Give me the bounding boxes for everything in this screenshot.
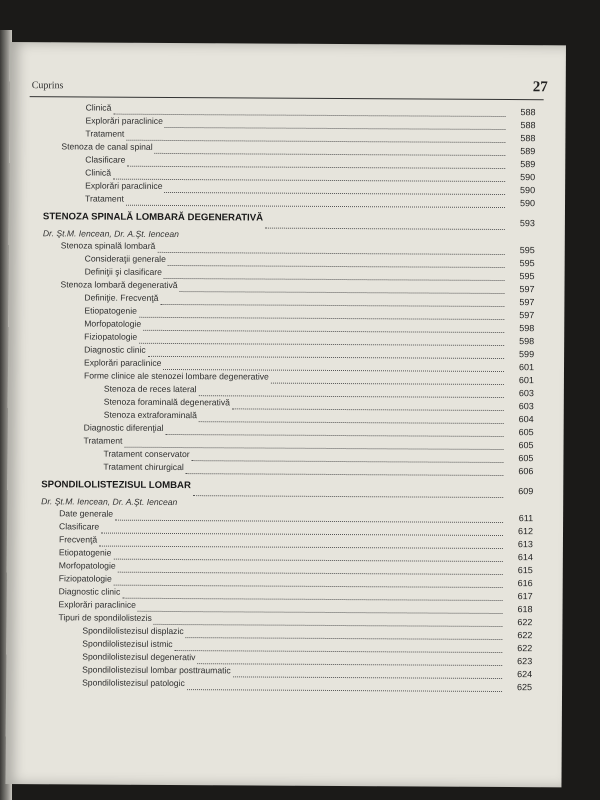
entry-title: Spondilolistezisul lombar posttraumatic <box>82 664 231 676</box>
entry-page-number: 624 <box>517 669 533 680</box>
entry-page-number: 603 <box>518 388 534 399</box>
entry-page-number: 604 <box>518 414 534 425</box>
entry-page-number: 605 <box>518 440 534 451</box>
entry-title: Tratament <box>85 193 124 204</box>
entry-page-number: 597 <box>519 310 535 321</box>
entry-page-number: 603 <box>518 401 534 412</box>
toc-section <box>27 212 535 477</box>
entry-page-number: 618 <box>517 604 533 615</box>
entry-page-number: 625 <box>517 682 533 693</box>
entry-page-number: 595 <box>519 258 535 269</box>
entry-page-number: 622 <box>517 643 533 654</box>
entry-title: Tratament conservator <box>103 448 190 460</box>
authors-text: Dr. Şt.M. Iencean, Dr. A.Şt. Iencean <box>41 496 178 508</box>
entry-title: Clinică <box>85 102 112 113</box>
entry-title: Explorări paraclinice <box>85 180 163 191</box>
entry-page-number: 597 <box>519 284 535 295</box>
entry-title: Etiopatogenie <box>84 305 137 316</box>
entry-title: Spondilolistezisul patologic <box>82 677 185 689</box>
entry-title: Tipuri de spondilolistezis <box>58 612 152 623</box>
entry-title: Fiziopatologie <box>84 331 138 342</box>
entry-title: Date generale <box>59 508 114 519</box>
entry-title: Diagnostic diferenţial <box>83 422 164 433</box>
entry-title: Diagnostic clinic <box>84 344 146 355</box>
entry-page-number: 605 <box>518 453 534 464</box>
toc-section <box>29 102 536 209</box>
dot-leader <box>186 473 504 476</box>
header-rule <box>30 96 544 100</box>
chapter-title: STENOZA SPINALĂ LOMBARĂ DEGENERATIVĂ <box>42 211 264 224</box>
book-page <box>5 42 566 787</box>
entry-title: Consideraţii generale <box>84 253 166 264</box>
entry-page-number: 605 <box>518 427 534 438</box>
entry-title: Spondilolistezisul displazic <box>82 625 184 637</box>
entry-page-number: 595 <box>519 271 535 282</box>
entry-title: Spondilolistezisul degenerativ <box>82 651 196 663</box>
toc-entry[interactable] <box>27 461 533 477</box>
entry-title: Clinică <box>85 167 112 178</box>
entry-page-number: 598 <box>519 336 535 347</box>
authors-text: Dr. Şt.M. Iencean, Dr. A.Şt. Iencean <box>42 228 179 240</box>
entry-page-number: 590 <box>520 172 536 183</box>
entry-title: Definiţii şi clasificare <box>84 266 163 277</box>
entry-title: Diagnostic clinic <box>58 586 121 597</box>
entry-page-number: 613 <box>517 539 533 550</box>
entry-page-number: 612 <box>517 526 534 537</box>
entry-page-number: 595 <box>519 245 535 256</box>
entry-title: Stenoza de reces lateral <box>103 383 197 395</box>
entry-title: Tratament <box>83 435 123 446</box>
entry-page-number: 616 <box>517 578 533 589</box>
entry-title: Morfopatologie <box>84 318 142 329</box>
entry-title: Fiziopatologie <box>58 573 112 584</box>
entry-title: Tratament chirurgical <box>103 461 184 473</box>
entry-page-number: 623 <box>517 656 533 667</box>
entry-page-number: 601 <box>518 375 534 386</box>
entry-page-number: 615 <box>517 565 533 576</box>
entry-page-number: 588 <box>520 133 536 144</box>
entry-page-number: 598 <box>519 323 535 334</box>
entry-title: Definiţie. Frecvenţă <box>84 292 159 303</box>
entry-title: Clasificare <box>59 521 100 532</box>
running-title: Cuprins <box>31 80 64 92</box>
entry-title: Stenoza foraminală degenerativă <box>103 396 230 408</box>
chapter-title: SPONDILOLISTEZISUL LOMBAR <box>41 479 191 492</box>
entry-title: Stenoza de canal spinal <box>61 141 153 152</box>
entry-page-number: 617 <box>517 591 533 602</box>
entry-page-number: 622 <box>517 630 533 641</box>
entry-page-number: 622 <box>517 617 533 628</box>
chapter-page-number: 609 <box>518 486 534 497</box>
table-of-contents <box>26 102 536 699</box>
entry-title: Tratament <box>85 128 125 139</box>
entry-page-number: 589 <box>520 159 536 170</box>
entry-page-number: 614 <box>517 552 533 563</box>
toc-section <box>26 480 533 693</box>
entry-page-number: 601 <box>518 362 535 373</box>
entry-page-number: 590 <box>520 185 536 196</box>
entry-page-number: 588 <box>520 120 536 131</box>
entry-page-number: 611 <box>518 513 534 524</box>
entry-page-number: 597 <box>519 297 535 308</box>
entry-title: Frecvenţă <box>58 534 98 545</box>
entry-title: Stenoza spinală lombară <box>60 240 156 251</box>
toc-entry[interactable] <box>29 193 535 209</box>
entry-page-number: 589 <box>520 146 536 157</box>
entry-title: Morfopatologie <box>58 560 116 571</box>
page-number: 27 <box>532 79 548 96</box>
entry-title: Spondilolistezisul istmic <box>82 638 173 650</box>
chapter-page-number: 593 <box>519 218 535 229</box>
toc-entry[interactable] <box>26 677 532 693</box>
entry-title: Explorări paraclinice <box>85 115 163 126</box>
entry-page-number: 606 <box>518 466 534 477</box>
dot-leader <box>126 205 505 208</box>
entry-title: Clasificare <box>85 154 126 165</box>
entry-title: Explorări paraclinice <box>84 357 162 368</box>
entry-title: Forme clinice ale stenozei lombare degenerative <box>83 370 269 382</box>
entry-title: Etiopatogenie <box>58 547 112 558</box>
entry-page-number: 588 <box>520 107 536 118</box>
entry-title: Stenoza lombară degenerativă <box>60 279 178 291</box>
entry-title: Stenoza extraforaminală <box>103 409 197 421</box>
entry-page-number: 590 <box>519 198 536 209</box>
entry-title: Explorări paraclinice <box>58 599 136 610</box>
entry-page-number: 599 <box>519 349 535 360</box>
dot-leader <box>187 689 502 692</box>
